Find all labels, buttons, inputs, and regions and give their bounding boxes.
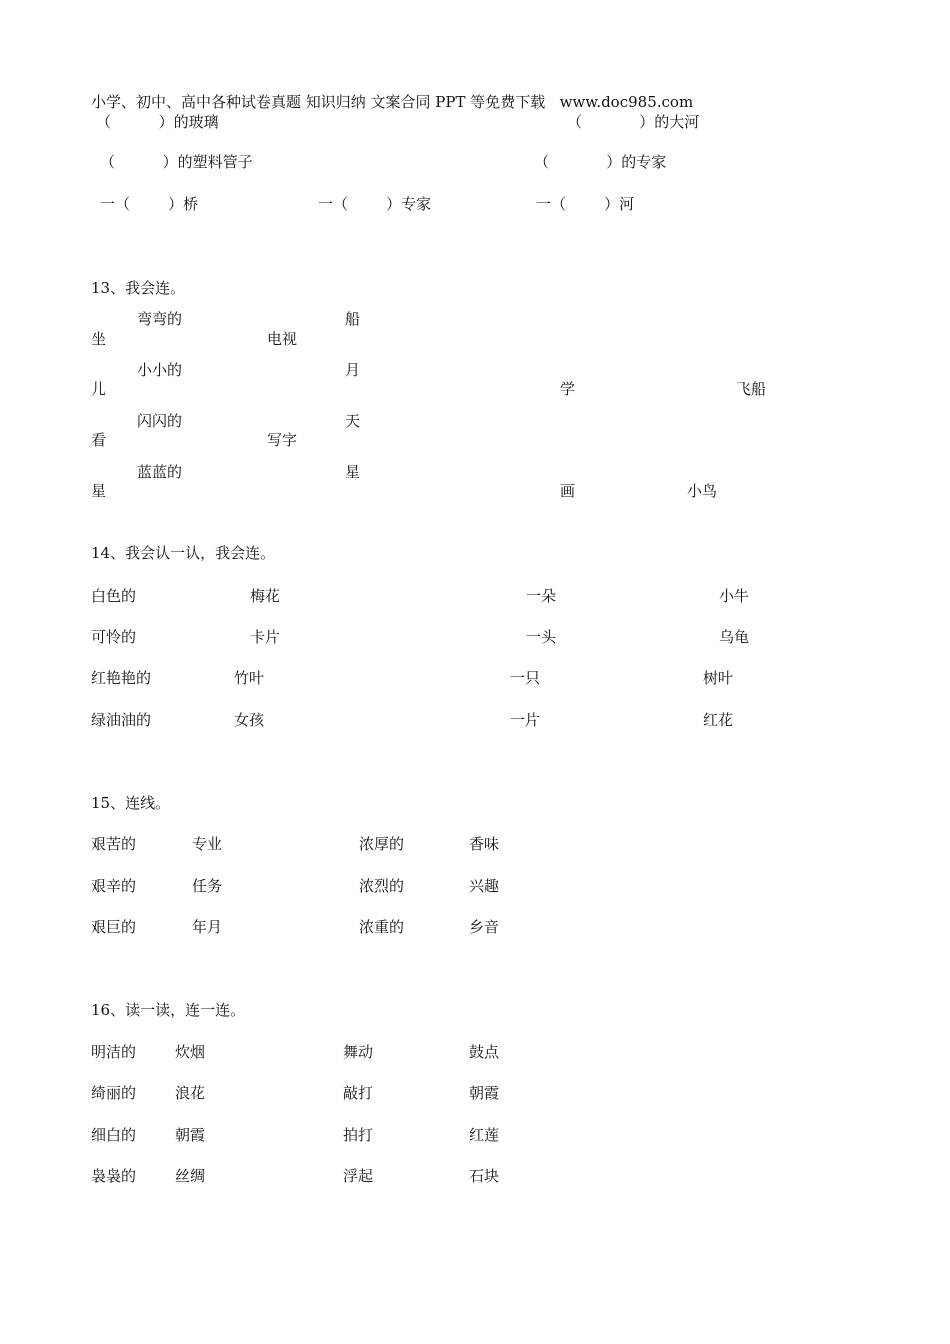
- q16-col1: 明洁的: [91, 1043, 137, 1061]
- q13-adj: 弯弯的: [137, 310, 183, 328]
- q15-col3: 浓重的: [359, 918, 405, 936]
- q13-noun: 船: [345, 310, 361, 328]
- q16-col4: 鼓点: [469, 1043, 500, 1061]
- q13-verb: 星: [91, 482, 107, 500]
- q13-noun: 月: [345, 361, 361, 379]
- q14-col2: 梅花: [250, 587, 281, 605]
- q13-adj: 闪闪的: [137, 412, 183, 430]
- q13-verb: 坐: [91, 330, 107, 348]
- q13-title: 13、我会连。: [91, 279, 186, 297]
- q15-col1: 艰苦的: [91, 835, 137, 853]
- q14-col3: 一头: [526, 628, 557, 646]
- q16-col3: 拍打: [343, 1126, 374, 1144]
- page-header: 小学、初中、高中各种试卷真题 知识归纳 文案合同 PPT 等免费下载 www.doc985.com: [91, 93, 694, 111]
- q16-col3: 浮起: [343, 1167, 374, 1185]
- q16-col4: 红莲: [469, 1126, 500, 1144]
- q16-col2: 朝霞: [175, 1126, 206, 1144]
- q15-col4: 兴趣: [469, 877, 500, 895]
- q13-noun: 星: [345, 463, 361, 481]
- q14-col2: 竹叶: [234, 669, 265, 687]
- q14-col4: 小牛: [719, 587, 750, 605]
- q13-noun: 天: [345, 412, 361, 430]
- q13-verb: 看: [91, 431, 107, 449]
- q15-col2: 年月: [192, 918, 223, 936]
- q16-col3: 敲打: [343, 1084, 374, 1102]
- q15-col1: 艰辛的: [91, 877, 137, 895]
- q15-title: 15、连线。: [91, 794, 171, 812]
- q14-col4: 乌龟: [719, 628, 750, 646]
- fill-blank-measure-bridge: 一（ ）桥: [100, 195, 199, 213]
- q15-col2: 专业: [192, 835, 223, 853]
- q16-col4: 石块: [469, 1167, 500, 1185]
- fill-blank-measure-river: 一（ ）河: [536, 195, 635, 213]
- q13-right: 画: [560, 482, 576, 500]
- fill-blank-river: （ ）的大河: [567, 113, 700, 131]
- q16-col3: 舞动: [343, 1043, 374, 1061]
- q15-col3: 浓烈的: [359, 877, 405, 895]
- q15-col2: 任务: [192, 877, 223, 895]
- q15-col1: 艰巨的: [91, 918, 137, 936]
- q13-right: 飞船: [736, 380, 767, 398]
- q14-col4: 树叶: [703, 669, 734, 687]
- q16-col2: 炊烟: [175, 1043, 206, 1061]
- q14-col3: 一只: [510, 669, 541, 687]
- q14-col1: 红艳艳的: [91, 669, 152, 687]
- q13-right: 小鸟: [687, 482, 718, 500]
- q14-col3: 一片: [510, 711, 541, 729]
- fill-blank-expert: （ ）的专家: [534, 153, 667, 171]
- fill-blank-pipe: （ ）的塑料管子: [100, 153, 253, 171]
- q15-col3: 浓厚的: [359, 835, 405, 853]
- q16-col2: 丝绸: [175, 1167, 206, 1185]
- q13-right: 学: [560, 380, 576, 398]
- q13-obj: 电视: [267, 330, 298, 348]
- q14-col2: 女孩: [234, 711, 265, 729]
- q16-col1: 绮丽的: [91, 1084, 137, 1102]
- q14-col1: 白色的: [91, 587, 137, 605]
- q14-title: 14、我会认一认，我会连。: [91, 544, 276, 562]
- q13-adj: 蓝蓝的: [137, 463, 183, 481]
- q13-verb: 儿: [91, 380, 107, 398]
- q14-col4: 红花: [703, 711, 734, 729]
- q14-col2: 卡片: [250, 628, 281, 646]
- fill-blank-glass: （ ）的玻璃: [96, 113, 219, 131]
- q16-col2: 浪花: [175, 1084, 206, 1102]
- q16-col4: 朝霞: [469, 1084, 500, 1102]
- fill-blank-measure-expert: 一（ ）专家: [318, 195, 432, 213]
- q14-col1: 绿油油的: [91, 711, 152, 729]
- q16-col1: 细白的: [91, 1126, 137, 1144]
- q13-obj: 写字: [267, 431, 298, 449]
- q13-adj: 小小的: [137, 361, 183, 379]
- q15-col4: 香味: [469, 835, 500, 853]
- q16-title: 16、读一读，连一连。: [91, 1001, 246, 1019]
- q14-col1: 可怜的: [91, 628, 137, 646]
- q16-col1: 袅袅的: [91, 1167, 137, 1185]
- q14-col3: 一朵: [526, 587, 557, 605]
- q15-col4: 乡音: [469, 918, 500, 936]
